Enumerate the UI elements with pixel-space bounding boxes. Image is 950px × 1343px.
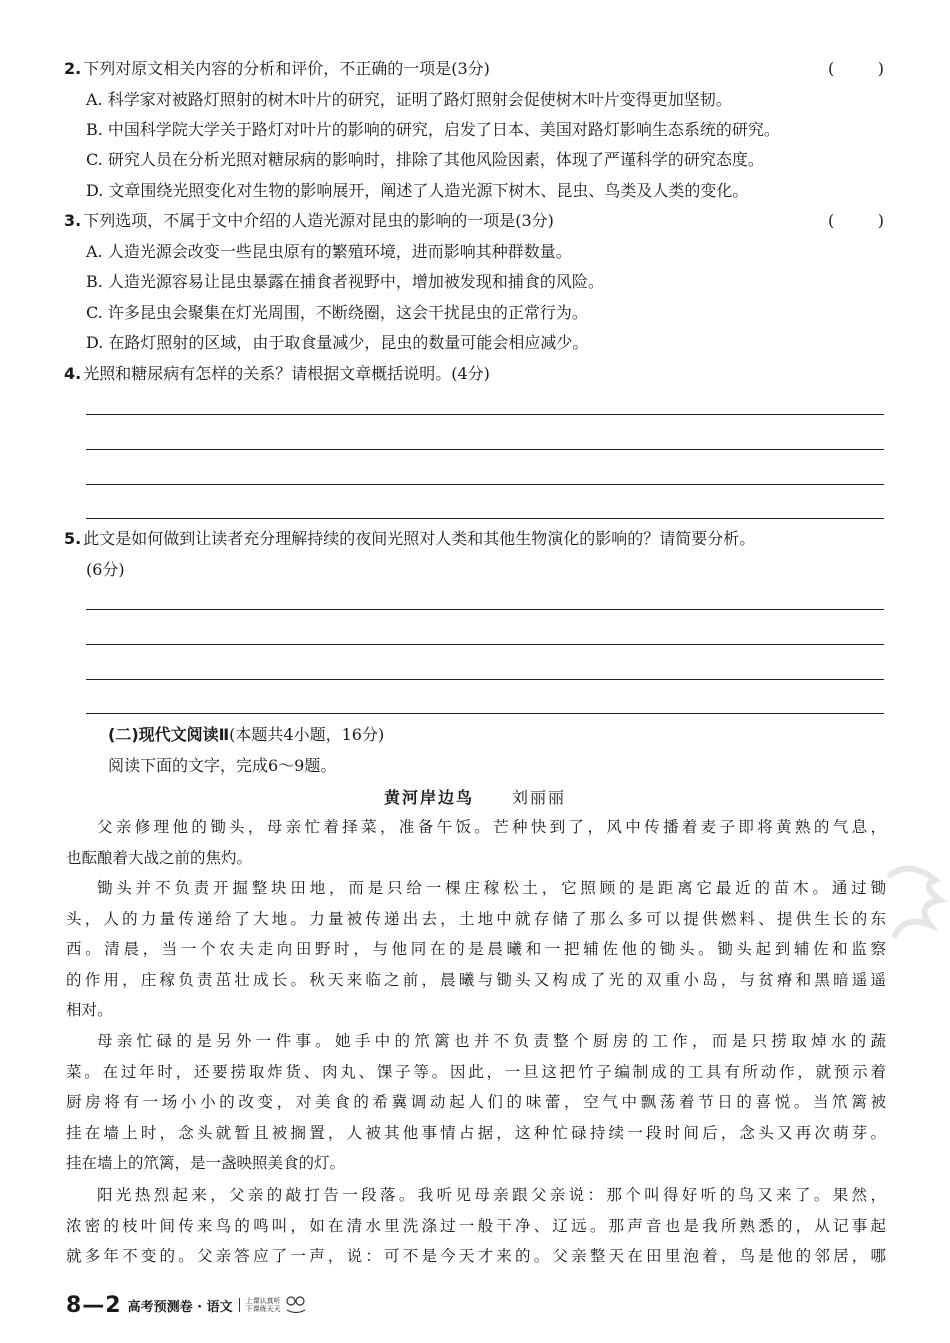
text-line: 的作用，庄稼负责茁壮成长。秋天来临之前，晨曦与锄头又构成了光的双重小岛，与贫瘠和黑暗遥遥 — [66, 970, 886, 989]
paren-right: ) — [877, 59, 884, 78]
article-paragraph-4 — [66, 1180, 886, 1272]
question-3-text: 下列选项，不属于文中介绍的人造光源对昆虫的影响的一项是(3分) — [83, 211, 554, 230]
page-footer — [66, 1290, 307, 1320]
question-3-answer-paren[interactable] — [828, 210, 884, 232]
publisher-logo-icon — [285, 1295, 307, 1315]
text-line: 西。清晨，当一个农夫走向田野时，与他同在的是晨曦和一把辅佐他的锄头。锄头起到辅佐和监察 — [66, 940, 886, 958]
question-5-score: (6分) — [86, 560, 125, 579]
question-3-number: 3. — [64, 211, 82, 230]
article-paragraph-3 — [66, 1026, 886, 1179]
text-line: 相对。 — [66, 1001, 113, 1019]
paren-left: ( — [828, 59, 835, 78]
question-3-option-a: A. 人造光源会改变一些昆虫原有的繁殖环境，进而影响其种群数量。 — [86, 242, 572, 261]
question-2-option-c: C. 研究人员在分析光照对糖尿病的影响时，排除了其他风险因素，体现了严谨科学的研究态度。 — [86, 150, 764, 169]
footer-divider — [239, 1298, 240, 1312]
question-2-text: 下列对原文相关内容的分析和评价，不正确的一项是(3分) — [83, 59, 490, 78]
text-line: 也酝酿着大战之前的焦灼。 — [66, 848, 253, 867]
question-2-option-a: A. 科学家对被路灯照射的树木叶片的研究，证明了路灯照射会促使树木叶片变得更加坚韧。 — [86, 90, 732, 109]
question-5-text: 此文是如何做到让读者充分理解持续的夜间光照对人类和其他生物演化的影响的？请简要分析。 — [83, 529, 756, 548]
question-5-number: 5. — [64, 529, 82, 548]
question-2-stem — [64, 58, 886, 80]
question-2-number: 2. — [64, 59, 82, 78]
decorative-watermark-icon — [880, 855, 950, 945]
text-line: 厨房将有一场小小的改变，对美食的希冀调动起人们的味蕾，空气中飘荡着节日的喜悦。当笊篱被 — [66, 1093, 886, 1111]
question-4-answer-line[interactable] — [86, 484, 884, 485]
question-5-answer-line[interactable] — [86, 609, 884, 610]
question-4-text: 光照和糖尿病有怎样的关系？请根据文章概括说明。(4分) — [83, 364, 490, 383]
article-paragraph-1 — [66, 812, 886, 873]
question-5-answer-line[interactable] — [86, 713, 884, 714]
question-5-answer-line[interactable] — [86, 644, 884, 645]
article-paragraph-2 — [66, 873, 886, 1026]
footer-slogan — [246, 1297, 281, 1313]
text-line: 挂在墙上的笊篱，是一盏映照美食的灯。 — [66, 1154, 346, 1172]
section-2-heading — [108, 724, 384, 746]
paren-right: ) — [877, 211, 884, 230]
question-3-option-c: C. 许多昆虫会聚集在灯光周围，不断绕圈，这会干扰昆虫的正常行为。 — [86, 303, 588, 322]
section-2-instruction: 阅读下面的文字，完成6～9题。 — [108, 756, 337, 775]
text-line: 父亲修理他的锄头，母亲忙着择菜，准备午饭。芒种快到了，风中传播着麦子即将黄熟的气息， — [97, 818, 886, 836]
text-line: 挂在墙上时，念头就暂且被搁置，人被其他事情占据，这种忙碌持续一段时间后，念头又再次萌芽。 — [66, 1123, 886, 1142]
question-5-answer-line[interactable] — [86, 679, 884, 680]
slogan-line-1: 上课认真听 — [245, 1297, 281, 1305]
question-4-answer-line[interactable] — [86, 518, 884, 519]
article-title-row — [0, 787, 950, 809]
question-2-option-d: D. 文章围绕光照变化对生物的影响展开，阐述了人造光源下树木、昆虫、鸟类及人类的变化。 — [86, 181, 749, 200]
text-line: 菜。在过年时，还要捞取炸货、肉丸、馃子等。因此，一旦这把竹子编制成的工具有所动作，就预示着 — [66, 1062, 886, 1081]
section-2-title: (二)现代文阅读Ⅱ — [108, 725, 230, 744]
article-title: 黄河岸边鸟 — [383, 788, 474, 807]
text-line: 浓密的枝叶间传来鸟的鸣叫，如在清水里洗涤过一般干净、辽远。那声音也是我所熟悉的，从记事起 — [66, 1216, 886, 1235]
question-4-stem — [64, 363, 886, 385]
question-2-answer-paren[interactable] — [828, 58, 884, 80]
question-3-stem — [64, 210, 886, 232]
text-line: 锄头并不负责开掘整块田地，而是只给一棵庄稼松土，它照顾的是距离它最近的苗木。通过锄 — [97, 879, 886, 897]
text-line: 头，人的力量传递给了大地。力量被传递出去，土地中就存储了那么多可以提供燃料、提供生长的东 — [66, 909, 886, 928]
question-4-answer-line[interactable] — [86, 414, 884, 415]
text-line: 就多年不变的。父亲答应了一声，说：可不是今天才来的。父亲整天在田里泡着，鸟是他的邻居，哪 — [66, 1247, 886, 1265]
question-3-option-b: B. 人造光源容易让昆虫暴露在捕食者视野中，增加被发现和捕食的风险。 — [86, 272, 604, 291]
slogan-line-2: 下课练天天 — [245, 1305, 281, 1313]
question-5-stem — [64, 528, 886, 550]
paren-left: ( — [828, 211, 835, 230]
question-4-answer-line[interactable] — [86, 449, 884, 450]
text-line: 母亲忙碌的是另外一件事。她手中的笊篱也并不负责整个厨房的工作，而是只捞取焯水的蔬 — [97, 1032, 886, 1050]
book-title: 高考预测卷 · 语文 — [127, 1299, 233, 1315]
question-3-option-d: D. 在路灯照射的区域，由于取食量减少，昆虫的数量可能会相应减少。 — [86, 333, 589, 352]
question-2-option-b: B. 中国科学院大学关于路灯对叶片的影响的研究，启发了日本、美国对路灯影响生态系统的研究。 — [86, 120, 780, 139]
article-author: 刘丽丽 — [512, 788, 567, 807]
text-line: 阳光热烈起来，父亲的敲打告一段落。我听见母亲跟父亲说：那个叫得好听的鸟又来了。果然， — [97, 1186, 886, 1204]
question-4-number: 4. — [64, 364, 82, 383]
page-number: 8—2 — [66, 1292, 122, 1318]
section-2-note: (本题共4小题，16分) — [229, 725, 385, 744]
